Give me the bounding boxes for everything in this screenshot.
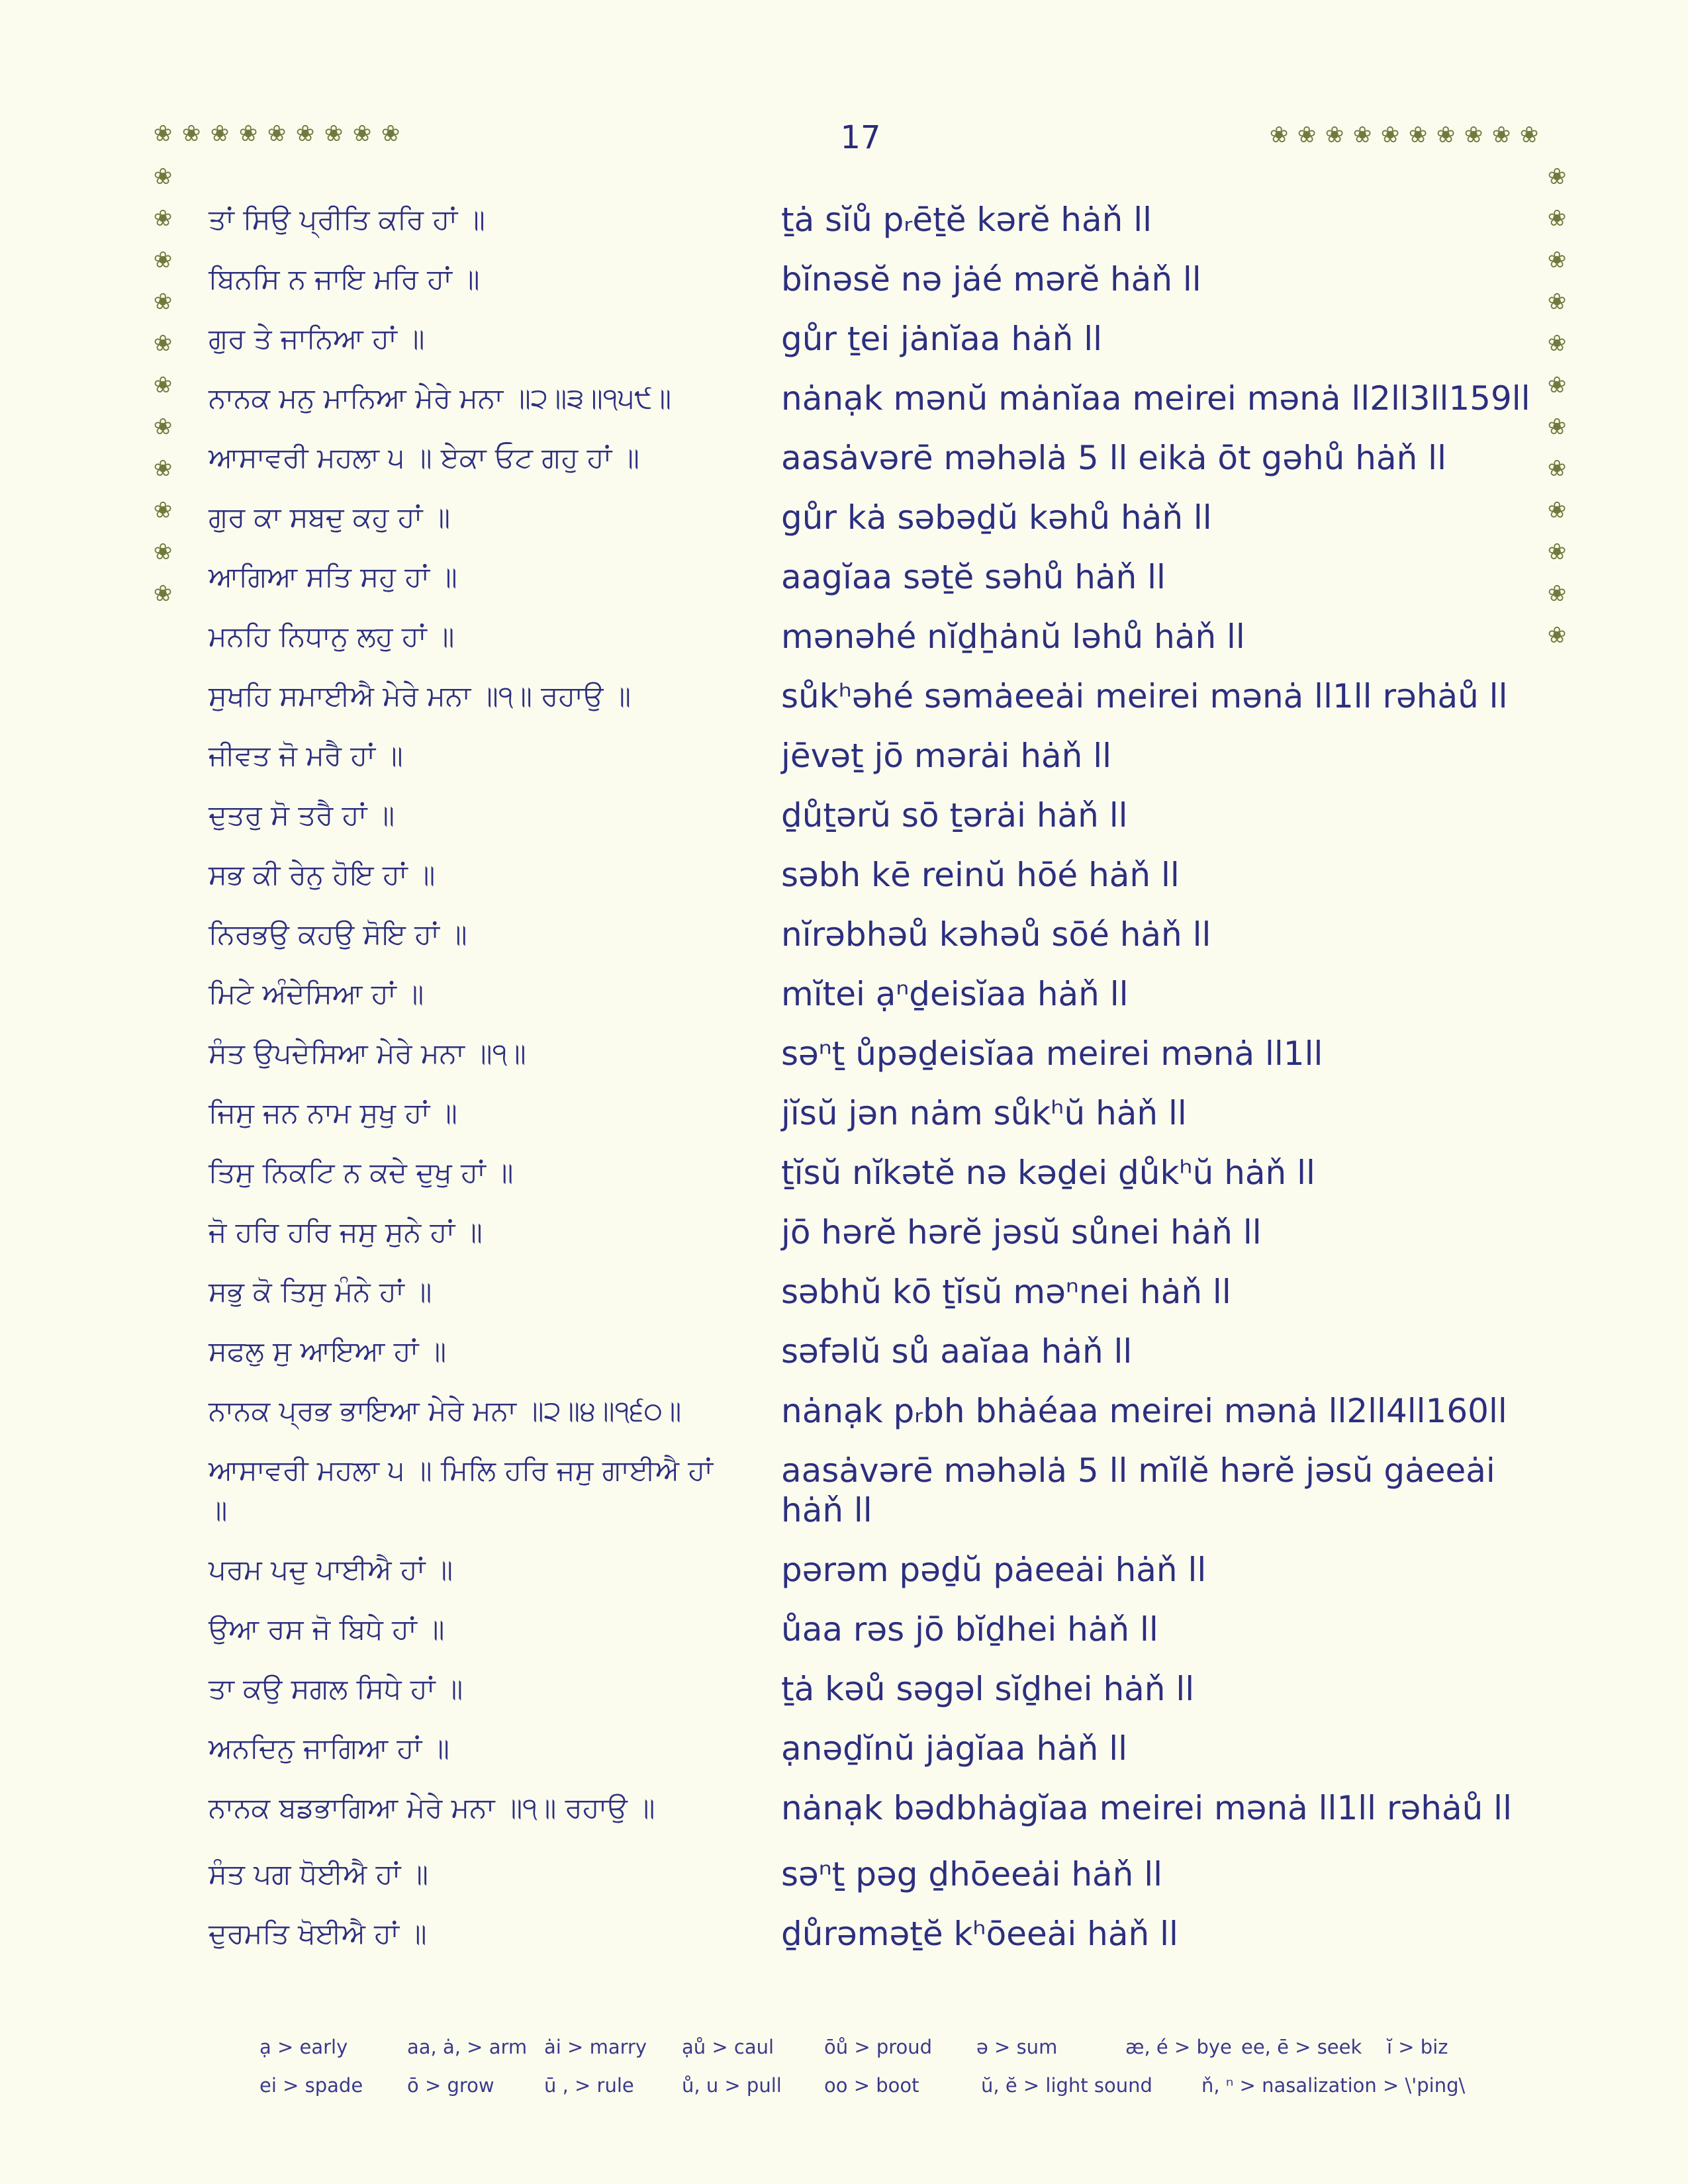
gurmukhi-text: ਮਨਹਿ ਨਿਧਾਨੁ ਲਹੁ ਹਾਂ ॥ [209, 620, 455, 653]
page-number: 17 [840, 119, 881, 156]
verse-row [0, 438, 1688, 498]
flower-ornament-icon: ❀ [153, 289, 173, 315]
transliteration-text: səfəlŭ sů aaĭaa hȧň ll [781, 1332, 1133, 1371]
gurmukhi-text: ਨਾਨਕ ਪ੍ਰਭ ਭਾਇਆ ਮੇਰੇ ਮਨਾ ॥੨॥੪॥੧੬੦॥ [209, 1394, 682, 1427]
flower-ornament-icon: ❀ [1491, 122, 1511, 148]
verse-row [0, 1093, 1688, 1153]
legend-item: ŭ, ĕ > light sound [981, 2074, 1152, 2097]
transliteration-text: səⁿṯ ůpəḏeisĭaa meirei mənȧ ll1ll [781, 1034, 1323, 1073]
transliteration-text: ḏůrəməṯĕ kʰōeeȧi hȧň ll [781, 1915, 1178, 1953]
transliteration-text: gůr kȧ səbəḏŭ kəhů hȧň ll [781, 498, 1212, 537]
verse-row [0, 498, 1688, 557]
verse-row [0, 1610, 1688, 1669]
transliteration-text: ḏůṯərŭ sō ṯərȧi hȧň ll [781, 796, 1128, 835]
legend-item: ạ > early [259, 2036, 348, 2058]
gurmukhi-text: ਸਭੁ ਕੋ ਤਿਸੁ ਮੰਨੇ ਹਾਂ ॥ [209, 1275, 432, 1308]
gurmukhi-text: ਨਿਰਭਉ ਕਹਉ ਸੋਇ ਹਾਂ ॥ [209, 918, 467, 950]
flower-ornament-icon: ❀ [153, 580, 173, 607]
legend-item: aa, ȧ, > arm [407, 2036, 528, 2058]
gurmukhi-text: ਤਾ ਕਉ ਸਗਲ ਸਿਧੇ ਹਾਂ ॥ [209, 1672, 463, 1705]
legend-item: ei > spade [259, 2074, 363, 2097]
flower-ornament-icon: ❀ [238, 120, 258, 147]
verse-row [0, 796, 1688, 855]
flower-ornament-icon: ❀ [267, 120, 287, 147]
transliteration-text: səbhŭ kō ṯĭsŭ məⁿnei hȧň ll [781, 1273, 1231, 1311]
flower-ornament-icon: ❀ [1297, 122, 1317, 148]
transliteration-text: pərəm pəḏŭ pȧeeȧi hȧň ll [781, 1551, 1207, 1589]
flower-ornament-icon: ❀ [1547, 414, 1567, 440]
transliteration-text: ạnəḏĭnŭ jȧgĭaa hȧň ll [781, 1729, 1128, 1768]
flower-ornament-icon: ❀ [1547, 580, 1567, 607]
verse-row [0, 1729, 1688, 1788]
flower-ornament-icon: ❀ [1547, 205, 1567, 232]
flower-ornament-icon: ❀ [295, 120, 315, 147]
flower-ornament-icon: ❀ [181, 120, 201, 147]
verse-row [0, 1332, 1688, 1391]
flower-ornament-icon: ❀ [381, 120, 400, 147]
transliteration-text: jō hərĕ hərĕ jəsŭ sůnei hȧň ll [781, 1213, 1262, 1251]
transliteration-text: ṯȧ kəů səgəl sĭḏhei hȧň ll [781, 1670, 1195, 1708]
gurmukhi-text: ਉਆ ਰਸ ਜੋ ਬਿਧੇ ਹਾਂ ॥ [209, 1613, 445, 1645]
flower-ornament-icon: ❀ [153, 539, 173, 565]
legend-item: ň, ⁿ > nasalization > \'ping\ [1201, 2074, 1466, 2097]
verse-row [0, 1034, 1688, 1093]
flower-ornament-icon: ❀ [153, 497, 173, 523]
transliteration-text: aagĭaa səṯĕ səhů hȧň ll [781, 558, 1166, 596]
legend-item: ȧi > marry [544, 2036, 647, 2058]
transliteration-text: aasȧvərē məhəlȧ 5 ll eikȧ ōt gəhů hȧň ll [781, 439, 1446, 477]
flower-ornament-icon: ❀ [1547, 163, 1567, 190]
flower-ornament-icon: ❀ [352, 120, 372, 147]
flower-ornament-icon: ❀ [1547, 622, 1567, 649]
gurmukhi-text: ਮਿਟੇ ਅੰਦੇਸਿਆ ਹਾਂ ॥ [209, 978, 424, 1010]
verse-row [0, 1550, 1688, 1610]
verse-row [0, 1272, 1688, 1332]
verse-row [0, 1788, 1688, 1848]
flower-ornament-icon: ❀ [1519, 122, 1539, 148]
flower-ornament-icon: ❀ [1547, 497, 1567, 523]
transliteration-text: nȧnạk bədbhȧgĭaa meirei mənȧ ll1ll rəhȧů ll [781, 1789, 1512, 1827]
verse-row [0, 1212, 1688, 1272]
transliteration-text: aasȧvərē məhəlȧ 5 ll mĭlĕ hərĕ jəsŭ gȧeeȧi hȧň ll [781, 1451, 1495, 1529]
flower-ornament-icon: ❀ [1547, 330, 1567, 357]
flower-ornament-icon: ❀ [153, 414, 173, 440]
flower-ornament-icon: ❀ [1352, 122, 1372, 148]
verse-row [0, 319, 1688, 379]
flower-ornament-icon: ❀ [1436, 122, 1456, 148]
flower-ornament-icon: ❀ [153, 205, 173, 232]
verse-row [0, 1914, 1688, 1974]
transliteration-text: mənəhé nĭḏẖȧnŭ ləhů hȧň ll [781, 617, 1245, 656]
verse-row [0, 736, 1688, 796]
verse-row [0, 200, 1688, 259]
flower-ornament-icon: ❀ [1547, 539, 1567, 565]
legend-item: ạů > caul [682, 2036, 774, 2058]
transliteration-text: ṯĭsŭ nĭkətĕ nə kəḏei ḏůkʰŭ hȧň ll [781, 1154, 1315, 1192]
gurmukhi-text: ਤਿਸੁ ਨਿਕਟਿ ਨ ਕਦੇ ਦੁਖੁ ਹਾਂ ॥ [209, 1156, 514, 1189]
verse-row [0, 1153, 1688, 1212]
flower-ornament-icon: ❀ [1325, 122, 1344, 148]
transliteration-text: mĭtei ạⁿḏeisĭaa hȧň ll [781, 975, 1129, 1013]
flower-ornament-icon: ❀ [324, 120, 344, 147]
legend-item: oo > boot [824, 2074, 919, 2097]
legend-item: ū , > rule [544, 2074, 634, 2097]
verse-row [0, 1391, 1688, 1451]
flower-ornament-icon: ❀ [1547, 289, 1567, 315]
gurmukhi-text: ਸਫਲੁ ਸੁ ਆਇਆ ਹਾਂ ॥ [209, 1335, 447, 1367]
verse-row [0, 259, 1688, 319]
legend-item: ĭ > biz [1387, 2036, 1448, 2058]
flower-ornament-icon: ❀ [153, 120, 173, 147]
verse-row [0, 974, 1688, 1034]
flower-ornament-icon: ❀ [1269, 122, 1289, 148]
flower-ornament-icon: ❀ [153, 330, 173, 357]
verse-row [0, 1451, 1688, 1529]
gurmukhi-text: ਪਰਮ ਪਦੁ ਪਾਈਐ ਹਾਂ ॥ [209, 1553, 453, 1586]
transliteration-text: gůr ṯei jȧnĭaa hȧň ll [781, 320, 1103, 358]
legend-item: ee, ē > seek [1241, 2036, 1362, 2058]
gurmukhi-text: ਜੀਵਤ ਜੋ ਮਰੈ ਹਾਂ ॥ [209, 739, 403, 772]
gurmukhi-text: ਜਿਸੁ ਜਨ ਨਾਮ ਸੁਖੁ ਹਾਂ ॥ [209, 1097, 457, 1129]
flower-ornament-icon: ❀ [153, 372, 173, 398]
flower-ornament-icon: ❀ [1547, 247, 1567, 273]
gurmukhi-text: ਗੁਰ ਤੇ ਜਾਨਿਆ ਹਾਂ ॥ [209, 322, 425, 355]
gurmukhi-text: ਅਨਦਿਨੁ ਜਾਗਿਆ ਹਾਂ ॥ [209, 1732, 449, 1764]
transliteration-text: bĭnəsĕ nə jȧé mərĕ hȧň ll [781, 260, 1201, 298]
gurmukhi-text: ਆਸਾਵਰੀ ਮਹਲਾ ੫ ॥ ਏਕਾ ਓਟ ਗਹੁ ਹਾਂ ॥ [209, 441, 639, 474]
legend-item: æ, é > bye [1125, 2036, 1232, 2058]
flower-ornament-icon: ❀ [1464, 122, 1483, 148]
gurmukhi-text: ਨਾਨਕ ਬਡਭਾਗਿਆ ਮੇਰੇ ਮਨਾ ॥੧॥ ਰਹਾਉ ॥ [209, 1792, 655, 1824]
gurmukhi-text: ਬਿਨਸਿ ਨ ਜਾਇ ਮਰਿ ਹਾਂ ॥ [209, 263, 480, 295]
flower-ornament-icon: ❀ [210, 120, 230, 147]
transliteration-text: nȧnạk pᵣbh bhȧéaa meirei mənȧ ll2ll4ll160ll [781, 1392, 1507, 1430]
verse-row [0, 855, 1688, 915]
transliteration-text: səbh kē reinŭ hōé hȧň ll [781, 856, 1180, 894]
flower-ornament-icon: ❀ [153, 163, 173, 190]
transliteration-text: sůkʰəhé səmȧeeȧi meirei mənȧ ll1ll rəhȧů ll [781, 677, 1508, 715]
verse-row [0, 1669, 1688, 1729]
gurmukhi-text: ਦੁਰਮਤਿ ਖੋਈਐ ਹਾਂ ॥ [209, 1917, 427, 1950]
gurmukhi-text: ਗੁਰ ਕਾ ਸਬਦੁ ਕਹੁ ਹਾਂ ॥ [209, 501, 451, 533]
verse-row [0, 557, 1688, 617]
gurmukhi-text: ਆਸਾਵਰੀ ਮਹਲਾ ੫ ॥ ਮਿਲਿ ਹਰਿ ਜਸੁ ਗਾਈਐ ਹਾਂ ॥ [209, 1454, 714, 1526]
flower-ornament-icon: ❀ [1408, 122, 1428, 148]
transliteration-text: nȧnạk mənŭ mȧnĭaa meirei mənȧ ll2ll3ll159ll [781, 379, 1530, 418]
flower-ornament-icon: ❀ [1380, 122, 1400, 148]
legend-item: ů, u > pull [682, 2074, 782, 2097]
gurmukhi-text: ਸੰਤ ਪਗ ਧੋਈਐ ਹਾਂ ॥ [209, 1858, 428, 1890]
flower-ornament-icon: ❀ [153, 247, 173, 273]
transliteration-text: ṯȧ sĭů pᵣēṯĕ kərĕ hȧň ll [781, 201, 1152, 239]
gurmukhi-text: ਸਭ ਕੀ ਰੇਨੁ ਹੋਇ ਹਾਂ ॥ [209, 858, 436, 891]
gurmukhi-text: ਨਾਨਕ ਮਨੁ ਮਾਨਿਆ ਮੇਰੇ ਮਨਾ ॥੨॥੩॥੧੫੯॥ [209, 382, 672, 414]
transliteration-text: jĭsŭ jən nȧm sůkʰŭ hȧň ll [781, 1094, 1187, 1132]
flower-ornament-icon: ❀ [153, 455, 173, 482]
transliteration-text: jēvəṯ jō mərȧi hȧň ll [781, 737, 1112, 775]
transliteration-text: ůaa rəs jō bĭḏhei hȧň ll [781, 1610, 1158, 1649]
transliteration-text: səⁿṯ pəg ḏhōeeȧi hȧň ll [781, 1855, 1163, 1893]
gurmukhi-text: ਜੋ ਹਰਿ ਹਰਿ ਜਸੁ ਸੁਨੇ ਹਾਂ ॥ [209, 1216, 483, 1248]
gurmukhi-text: ਤਾਂ ਸਿਉ ਪ੍ਰੀਤਿ ਕਰਿ ਹਾਂ ॥ [209, 203, 485, 236]
legend-item: ō > grow [407, 2074, 494, 2097]
gurmukhi-text: ਸੁਖਹਿ ਸਮਾਈਐ ਮੇਰੇ ਮਨਾ ॥੧॥ ਰਹਾਉ ॥ [209, 680, 632, 712]
gurmukhi-text: ਦੁਤਰੁ ਸੋ ਤਰੈ ਹਾਂ ॥ [209, 799, 395, 831]
verse-row [0, 915, 1688, 974]
legend-item: ōů > proud [824, 2036, 933, 2058]
verse-row [0, 1854, 1688, 1914]
legend-item: ə > sum [976, 2036, 1058, 2058]
transliteration-text: nĭrəbhəů kəhəů sōé hȧň ll [781, 915, 1211, 954]
gurmukhi-text: ਆਗਿਆ ਸਤਿ ਸਹੁ ਹਾਂ ॥ [209, 561, 457, 593]
verse-row [0, 676, 1688, 736]
flower-ornament-icon: ❀ [1547, 455, 1567, 482]
verse-row [0, 617, 1688, 676]
gurmukhi-text: ਸੰਤ ਉਪਦੇਸਿਆ ਮੇਰੇ ਮਨਾ ॥੧॥ [209, 1037, 526, 1069]
verse-row [0, 379, 1688, 438]
flower-ornament-icon: ❀ [1547, 372, 1567, 398]
